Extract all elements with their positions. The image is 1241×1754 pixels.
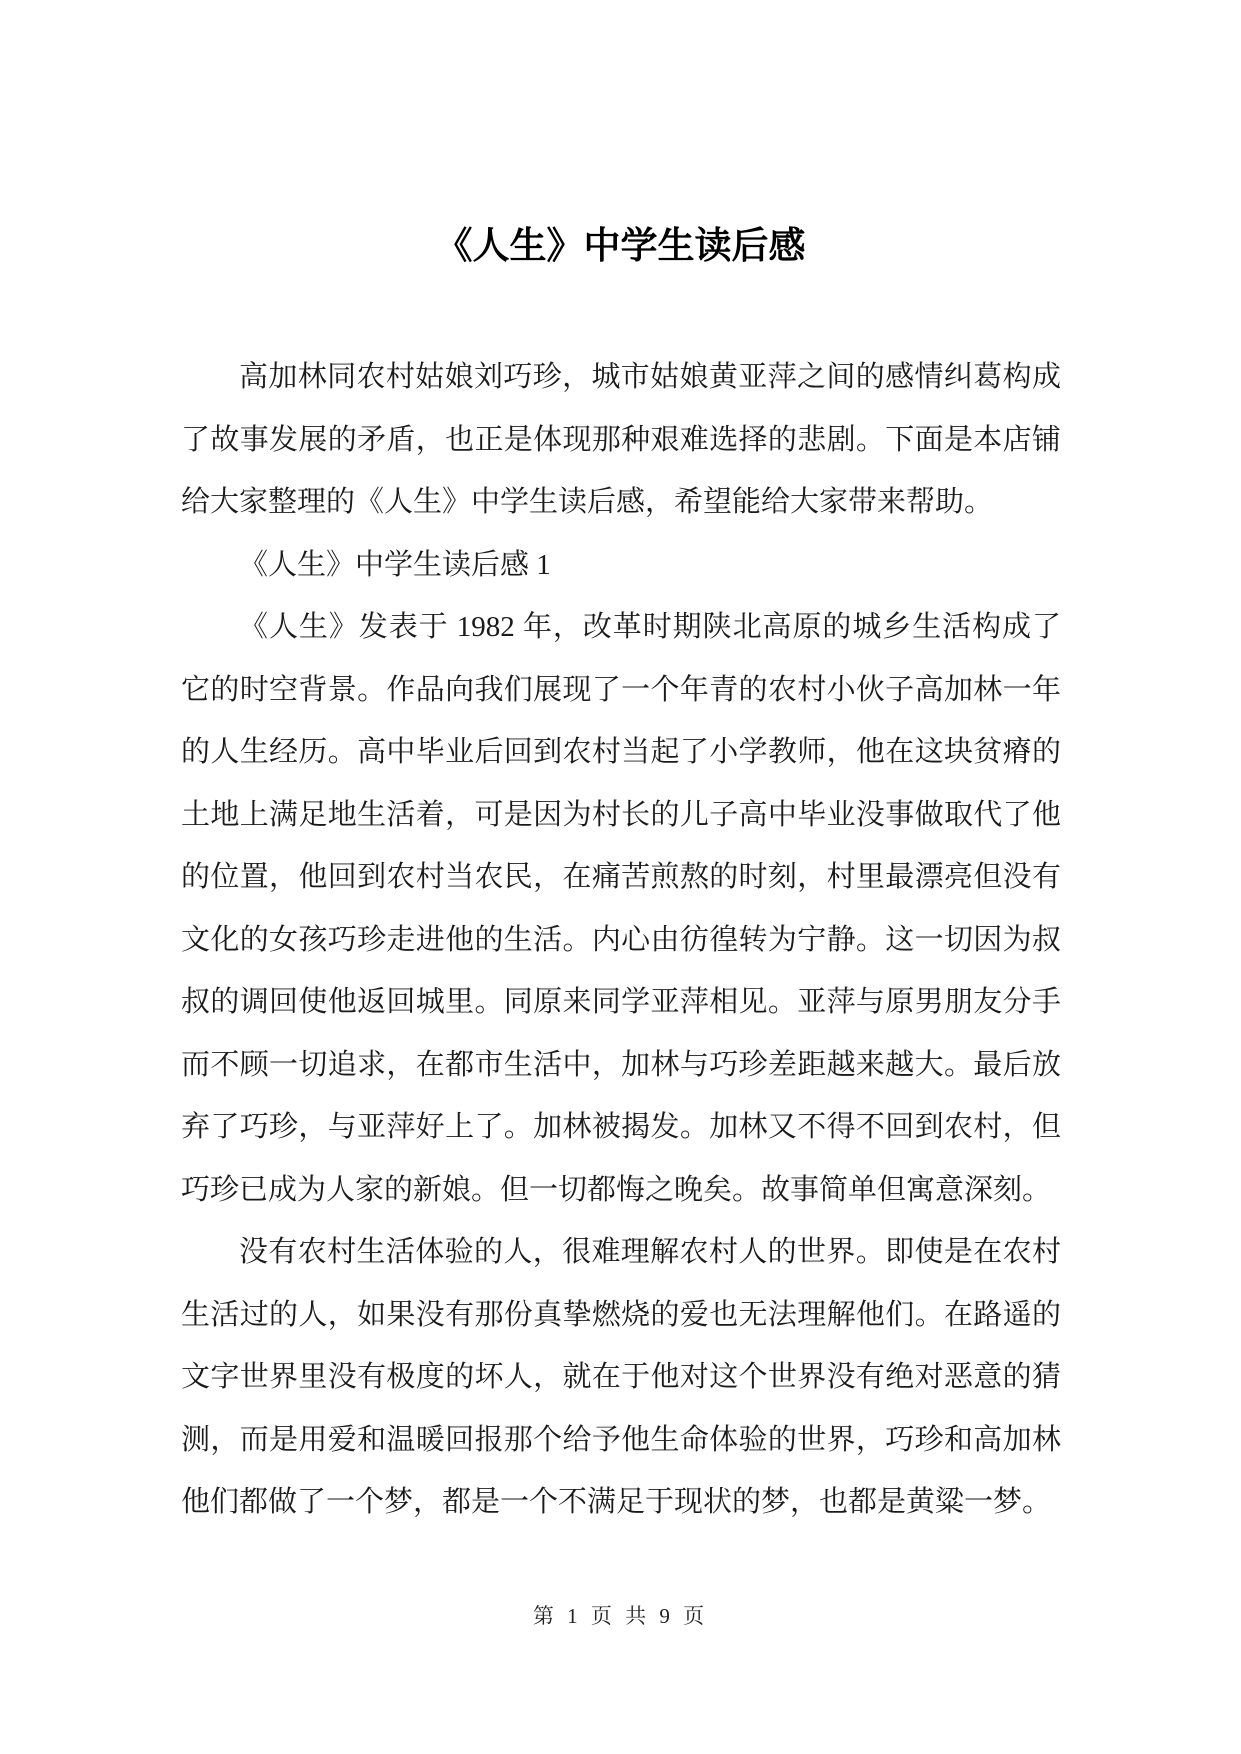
text-line: 土地上满足地生活着，可是因为村长的儿子高中毕业没事做取代了他 <box>181 798 1061 831</box>
text-line: 文字世界里没有极度的坏人，就在于他对这个世界没有绝对恶意的猜 <box>181 1361 1061 1393</box>
document-title: 《人生》中学生读后感 <box>435 226 806 267</box>
text-line: 没有农村生活体验的人，很难理解农村人的世界。即使是在农村 <box>239 1236 1061 1268</box>
document-body <box>181 346 1061 1534</box>
text-line: 它的时空背景。作品向我们展现了一个年青的农村小伙子高加林一年 <box>181 673 1061 706</box>
page-number-footer: 第 1 页 共 9 页 <box>532 1604 709 1628</box>
paragraph-summary <box>181 596 1061 1221</box>
text-line: 文化的女孩巧珍走进他的生活。内心由彷徨转为宁静。这一切因为叔 <box>181 923 1061 956</box>
text-line: 给大家整理的《人生》中学生读后感，希望能给大家带来帮助。 <box>181 486 994 518</box>
text-line: 生活过的人，如果没有那份真挚燃烧的爱也无法理解他们。在路遥的 <box>181 1298 1061 1331</box>
text-line: 巧珍已成为人家的新娘。但一切都悔之晚矣。故事简单但寓意深刻。 <box>181 1173 1052 1206</box>
text-line: 高加林同农村姑娘刘巧珍，城市姑娘黄亚萍之间的感情纠葛构成 <box>239 361 1061 393</box>
paragraph-section-heading <box>181 534 1061 597</box>
text-line: 了故事发展的矛盾，也正是体现那种艰难选择的悲剧。下面是本店铺 <box>181 423 1061 456</box>
text-line: 叔的调回使他返回城里。同原来同学亚萍相见。亚萍与原男朋友分手 <box>181 986 1061 1018</box>
paragraph-intro <box>181 346 1061 534</box>
text-line: 他们都做了一个梦，都是一个不满足于现状的梦，也都是黄粱一梦。 <box>181 1486 1052 1518</box>
text-line: 而不顾一切追求，在都市生活中，加林与巧珍差距越来越大。最后放 <box>181 1048 1061 1081</box>
text-line: 的位置，他回到农村当农民，在痛苦煎熬的时刻，村里最漂亮但没有 <box>181 861 1061 893</box>
text-line: 《人生》发表于 1982 年，改革时期陕北高原的城乡生活构成了 <box>239 611 1061 643</box>
text-line: 测，而是用爱和温暖回报那个给予他生命体验的世界，巧珍和高加林 <box>181 1423 1061 1456</box>
paragraph-reflection <box>181 1221 1061 1534</box>
text-line: 的人生经历。高中毕业后回到农村当起了小学教师，他在这块贫瘠的 <box>181 736 1061 768</box>
text-line: 《人生》中学生读后感 1 <box>239 548 551 581</box>
text-line: 弃了巧珍，与亚萍好上了。加林被揭发。加林又不得不回到农村，但 <box>181 1111 1061 1143</box>
